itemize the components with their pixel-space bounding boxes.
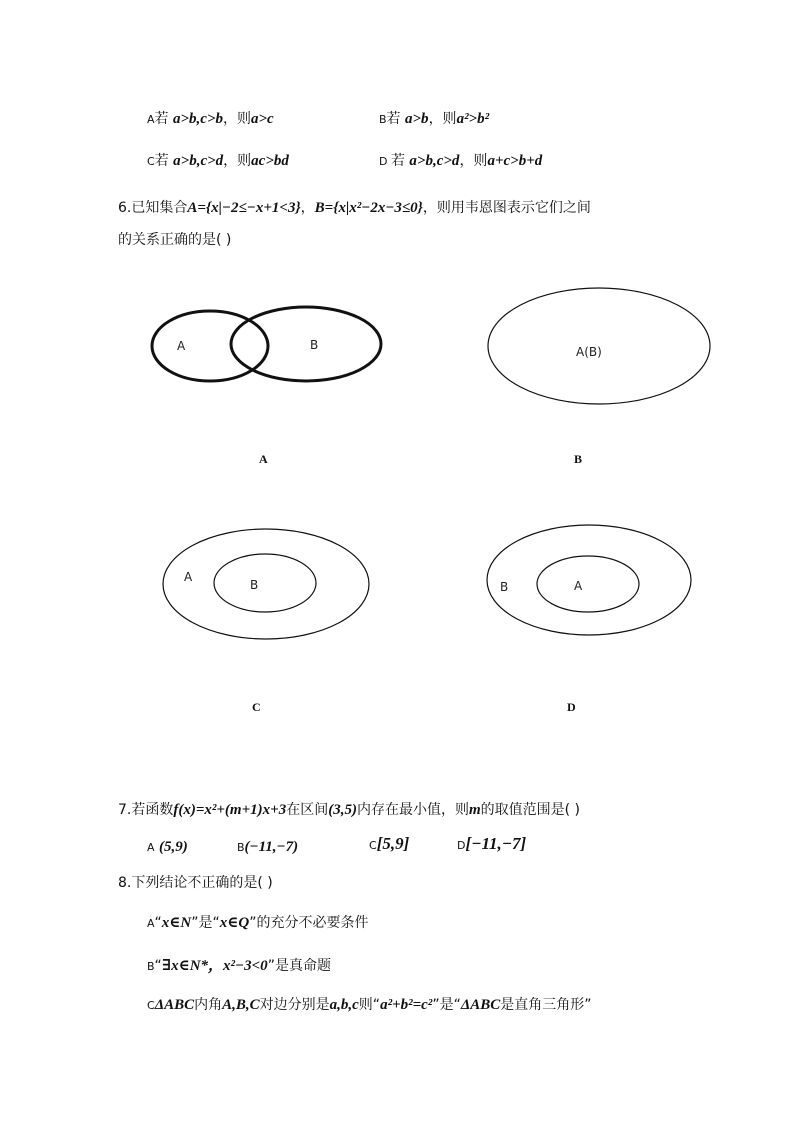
set-label: B [500, 580, 509, 594]
option-label: A [147, 841, 155, 854]
option-label: C [369, 839, 377, 852]
math-expression: a>b [405, 111, 429, 127]
question-number: 8. [118, 875, 132, 891]
venn-diagram-b [485, 285, 715, 410]
math-expression: a²>b² [456, 111, 490, 127]
math-expression: a>b,c>b [172, 111, 223, 127]
math-expression: a,b,c [329, 997, 359, 1013]
option-label: C [147, 155, 155, 168]
q5-option-c: C若 a>b,c>d，则ac>bd [147, 153, 289, 169]
option-label: A [147, 113, 155, 126]
math-expression: ΔABC [154, 997, 195, 1013]
math-expression: A,B,C [222, 997, 260, 1013]
diagram-option-label: B [574, 452, 583, 466]
q8-option-a: A“x∈N”是“x∈Q”的充分不必要条件 [147, 915, 369, 931]
set-label: A [184, 570, 193, 584]
q5-option-d: D 若 a>b,c>d，则a+c>b+d [379, 153, 543, 169]
option-value: [−11,−7] [465, 834, 527, 853]
set-label: A [574, 579, 583, 593]
q7-option-c [369, 834, 409, 854]
option-label: D [379, 155, 391, 168]
q8-option-c: CΔABC内角A,B,C对边分别是a,b,c则“a²+b²=c²”是“ΔABC是直角三角形” [147, 997, 592, 1013]
set-label: B [250, 578, 259, 592]
math-expression: a>c [251, 111, 274, 127]
inner-ellipse [537, 556, 639, 612]
math-expression: x∈N [161, 915, 192, 931]
option-label: B [379, 113, 387, 126]
venn-diagram-a [140, 300, 390, 390]
option-value: (5,9) [158, 839, 188, 855]
outer-ellipse [487, 525, 691, 635]
interval-expression: (3,5) [328, 802, 357, 818]
option-label: B [147, 960, 155, 973]
set-label: A [177, 339, 186, 353]
q5-option-a: A若 a>b,c>b，则a>c [147, 111, 274, 127]
math-expression: a>b,c>d [173, 153, 224, 169]
math-expression: x∈Q [219, 915, 250, 931]
math-expression: ∃x∈N*，x²−3<0 [161, 958, 268, 974]
set-label: B [310, 338, 319, 352]
question-number: 6. [118, 200, 132, 216]
diagram-option-label: C [252, 700, 261, 714]
set-a-definition: A={x|−2≤−x+1<3} [187, 200, 301, 216]
option-label: D [457, 839, 466, 852]
venn-diagram-c [160, 525, 375, 650]
question-number: 7. [118, 802, 132, 818]
option-value: [5,9] [376, 834, 410, 853]
q7-stem: 7.若函数f(x)=x²+(m+1)x+3在区间(3,5)内存在最小值，则m的取值范围是( ) [118, 802, 580, 818]
option-label: B [237, 841, 245, 854]
set-label: A(B) [576, 345, 602, 359]
option-label: C [147, 999, 155, 1012]
set-b-definition: B={x|x²−2x−3≤0} [314, 200, 423, 216]
function-expression: f(x)=x²+(m+1)x+3 [173, 802, 287, 818]
option-label: A [147, 917, 155, 930]
math-expression: a>b,c>d [409, 153, 460, 169]
math-expression: ac>bd [251, 153, 289, 169]
math-expression: m [468, 802, 481, 818]
math-expression: a²+b²=c² [380, 997, 433, 1013]
q6-stem-line2: 的关系正确的是( ) [118, 232, 232, 248]
diagram-option-label: A [259, 452, 268, 466]
option-value: (−11,−7) [244, 839, 299, 855]
venn-diagram-d [484, 522, 696, 642]
math-expression: a+c>b+d [487, 153, 543, 169]
q7-option-b [237, 839, 298, 856]
set-b-ellipse [231, 307, 381, 381]
q7-option-d [457, 834, 526, 854]
q7-option-a [147, 839, 188, 856]
math-expression: ΔABC [460, 997, 501, 1013]
q5-option-b: B若 a>b，则a²>b² [379, 111, 490, 127]
q8-option-b: B“∃x∈N*，x²−3<0”是真命题 [147, 958, 331, 974]
inner-ellipse [214, 554, 316, 612]
outer-ellipse [163, 529, 369, 639]
q6-stem-line1: 6.已知集合A={x|−2≤−x+1<3}，B={x|x²−2x−3≤0}，则用韦恩图表示它们之间 [118, 200, 591, 216]
q8-stem: 8.下列结论不正确的是( ) [118, 875, 273, 891]
diagram-option-label: D [567, 700, 576, 714]
